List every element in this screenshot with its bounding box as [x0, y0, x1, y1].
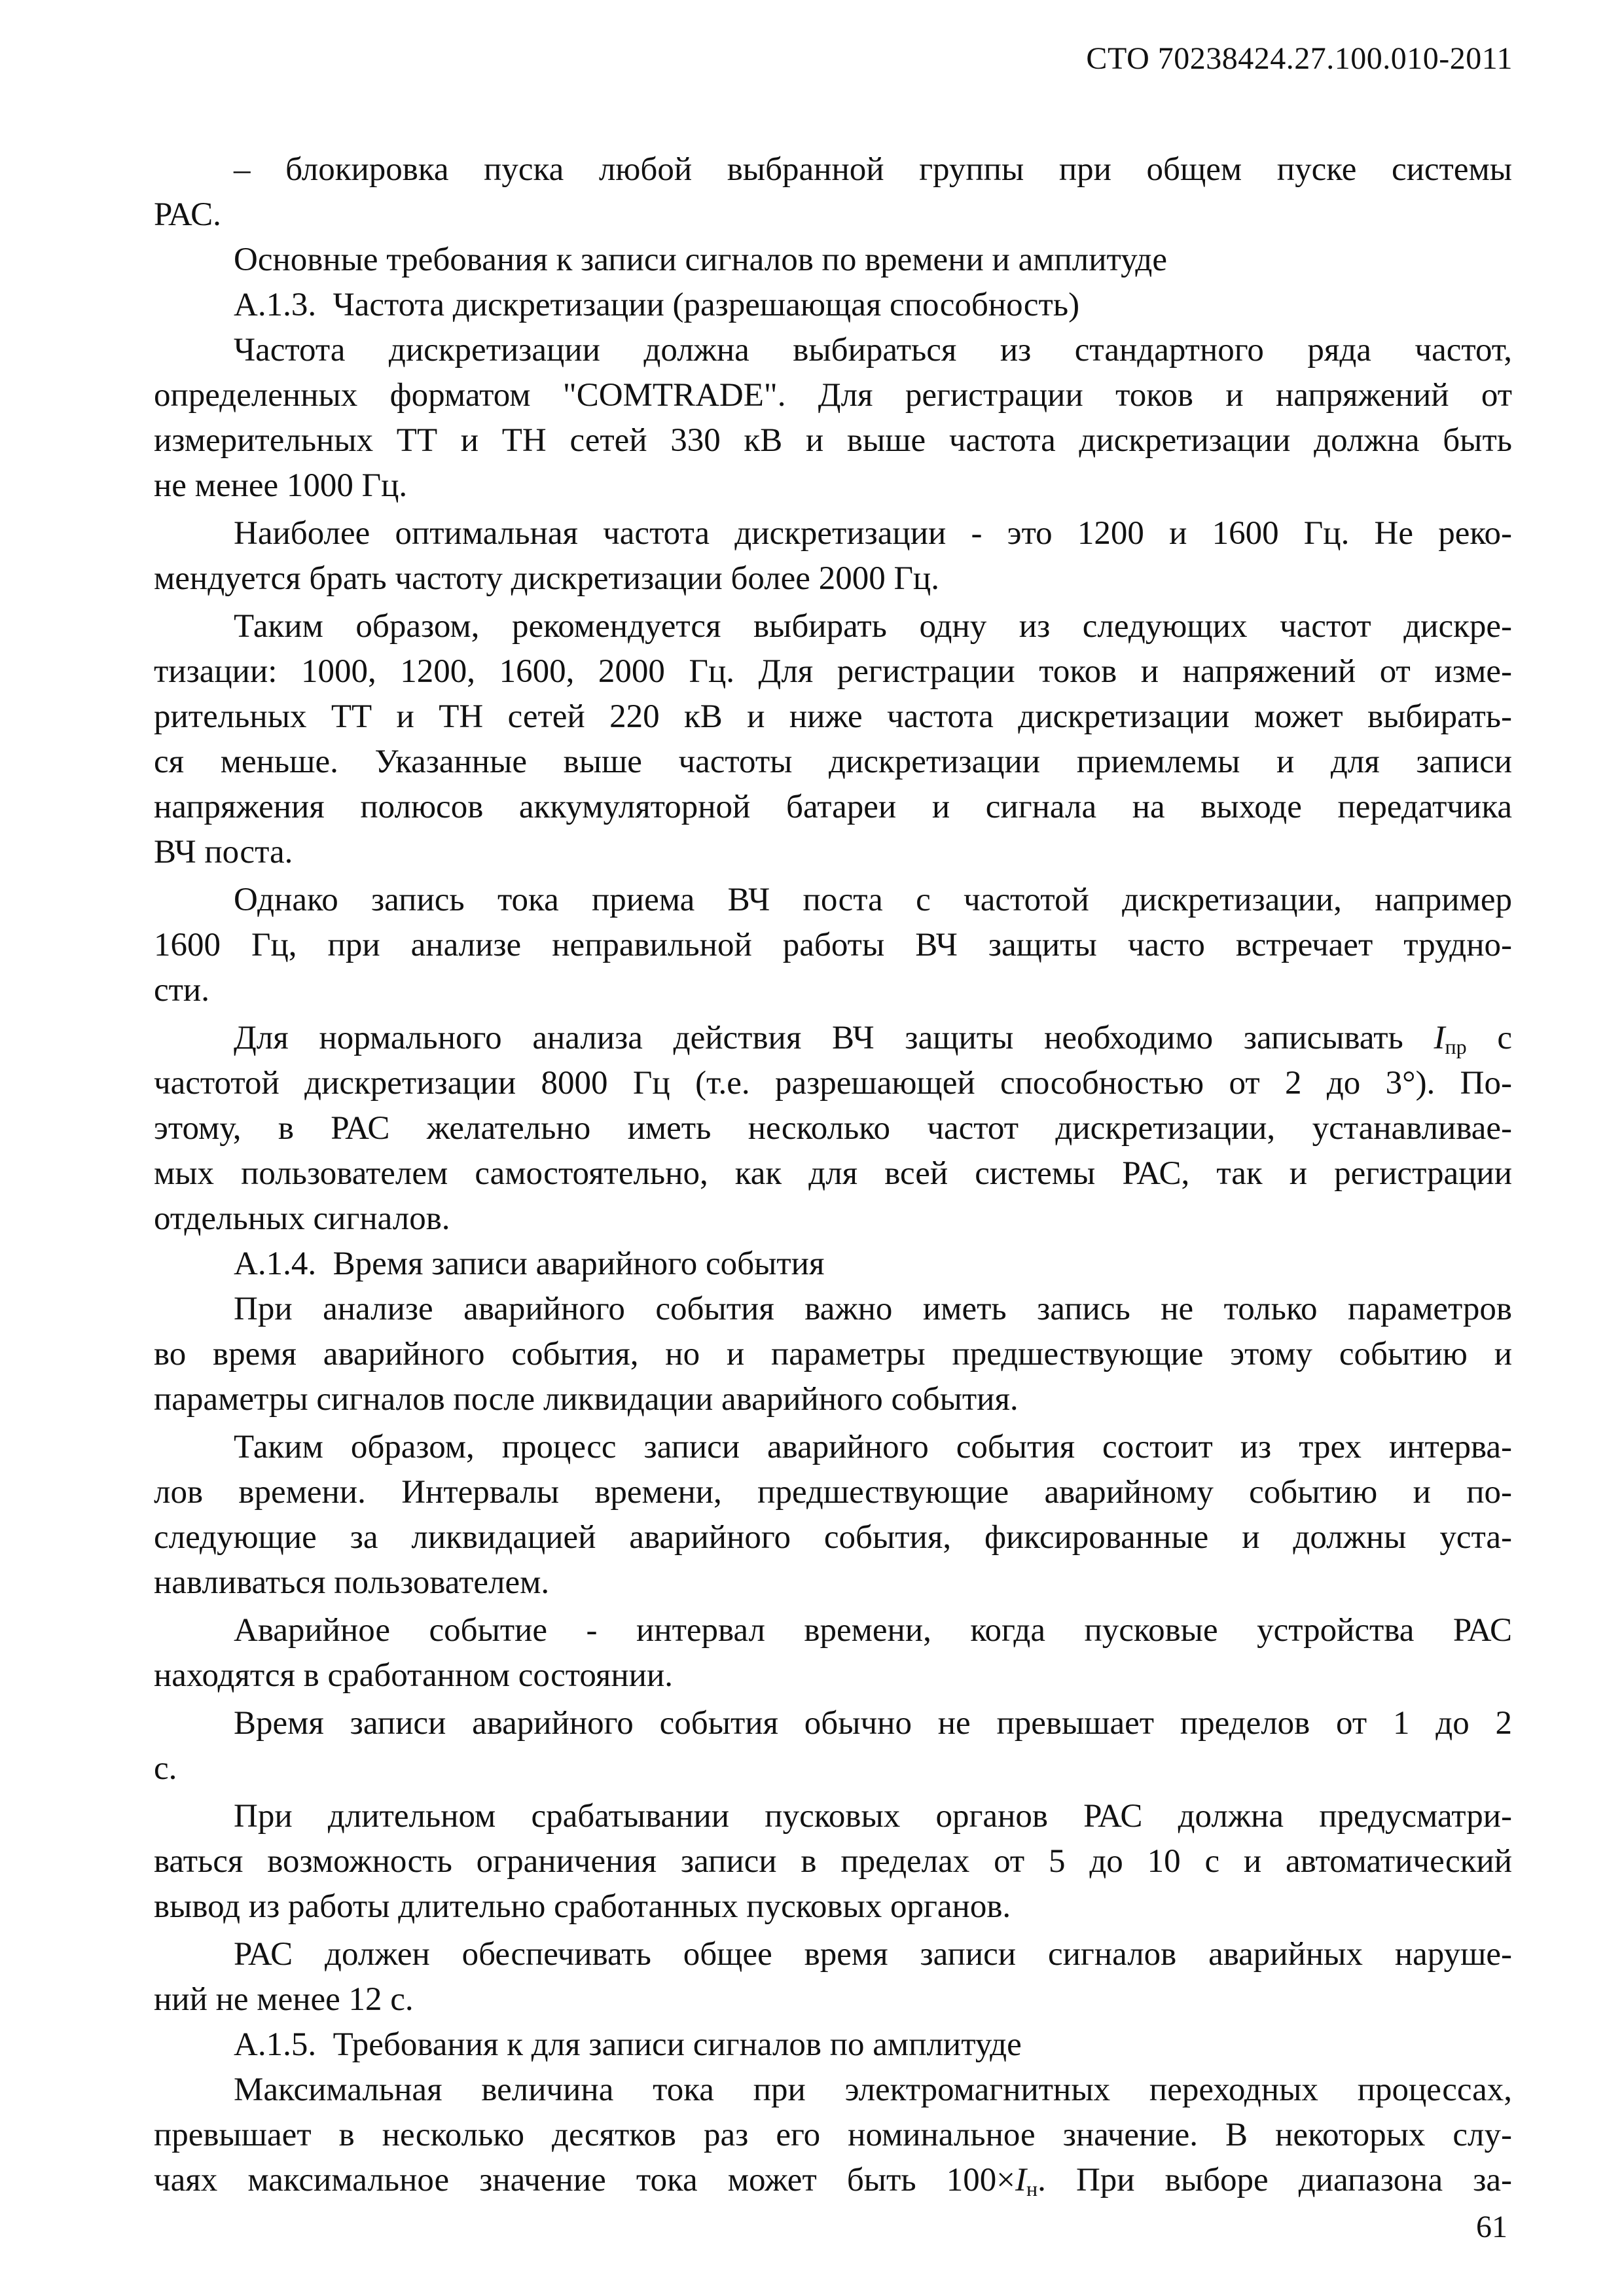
current-symbol — [1434, 1020, 1467, 1056]
paragraph-line: навливаться пользователем. — [154, 1564, 550, 1601]
paragraph-line: параметры сигналов после ликвидации аварийного события. — [154, 1381, 1019, 1418]
paragraph-line: не менее 1000 Гц. — [154, 467, 408, 504]
paragraph-line: напряжения полюсов аккумуляторной батареи и сигнала на выходе передатчика — [154, 789, 1512, 825]
page-body — [154, 147, 1512, 2203]
rated-current-symbol-letter: I — [1015, 2162, 1026, 2198]
paragraph-line: 1600 Гц, при анализе неправильной работы ВЧ защиты часто встречает трудно- — [154, 927, 1512, 963]
subsection-heading: А.1.5. Требования к для записи сигналов по амплитуде — [234, 2026, 1022, 2063]
paragraph-line: частотой дискретизации 8000 Гц (т.е. разрешающей способностью от 2 до 3°). По- — [154, 1065, 1512, 1102]
paragraph-line: следующие за ликвидацией аварийного события, фиксированные и должны уста- — [154, 1519, 1512, 1556]
paragraph-line: рительных ТТ и ТН сетей 220 кВ и ниже частота дискретизации может выбирать- — [154, 698, 1512, 735]
paragraph-line: измерительных ТТ и ТН сетей 330 кВ и выше частота дискретизации должна быть — [154, 422, 1512, 459]
paragraph-line: Наиболее оптимальная частота дискретизации - это 1200 и 1600 Гц. Не реко- — [234, 515, 1512, 552]
paragraph-line: ний не менее 12 с. — [154, 1981, 414, 2018]
rated-current-symbol — [1015, 2162, 1038, 2198]
paragraph-line: Однако запись тока приема ВЧ поста с частотой дискретизации, например — [234, 882, 1512, 918]
paragraph-line: Аварийное событие - интервал времени, когда пусковые устройства РАС — [234, 1612, 1512, 1649]
list-item: – блокировка пуска любой выбранной группы при общем пуске системы — [234, 151, 1512, 188]
paragraph-line: отдельных сигналов. — [154, 1200, 450, 1237]
line-text: . При выборе диапазона за- — [1038, 2162, 1513, 2198]
subsection-heading: А.1.4. Время записи аварийного события — [234, 1246, 825, 1282]
paragraph-line: При анализе аварийного события важно иметь запись не только параметров — [234, 1291, 1512, 1327]
paragraph-line: тизации: 1000, 1200, 1600, 2000 Гц. Для регистрации токов и напряжений от изме- — [154, 653, 1512, 690]
current-symbol-letter: I — [1434, 1020, 1445, 1056]
paragraph-line: При длительном срабатывании пусковых органов РАС должна предусматри- — [234, 1798, 1512, 1835]
page-number: 61 — [1476, 2210, 1507, 2244]
section-heading: Основные требования к записи сигналов по времени и амплитуде — [234, 242, 1168, 278]
paragraph-line: ся меньше. Указанные выше частоты дискретизации приемлемы и для записи — [154, 744, 1512, 780]
paragraph-line: ваться возможность ограничения записи в пределах от 5 до 10 с и автоматический — [154, 1843, 1512, 1880]
paragraph-line: Таким образом, процесс записи аварийного события состоит из трех интерва- — [234, 1429, 1512, 1465]
subsection-heading: А.1.3. Частота дискретизации (разрешающая способность) — [234, 287, 1080, 323]
paragraph-line: Максимальная величина тока при электромагнитных переходных процессах, — [234, 2072, 1512, 2108]
paragraph-line: во время аварийного события, но и параметры предшествующие этому событию и — [154, 1336, 1512, 1372]
paragraph-line: находятся в сработанном состоянии. — [154, 1657, 674, 1694]
rated-current-symbol-subscript: н — [1026, 2177, 1038, 2200]
paragraph-line: определенных форматом "COMTRADE". Для регистрации токов и напряжений от — [154, 377, 1512, 414]
paragraph-line: Время записи аварийного события обычно не превышает пределов от 1 до 2 — [234, 1705, 1512, 1742]
paragraph-line: вывод из работы длительно сработанных пусковых органов. — [154, 1888, 1011, 1925]
paragraph-line: ВЧ поста. — [154, 834, 293, 870]
line-text: Для нормального анализа действия ВЧ защиты необходимо записывать — [234, 1020, 1403, 1056]
paragraph-line: сти. — [154, 972, 209, 1009]
paragraph-line — [154, 2158, 1512, 2203]
current-symbol-subscript: пр — [1445, 1035, 1467, 1058]
paragraph-line: РАС. — [154, 196, 221, 233]
paragraph-line: РАС должен обеспечивать общее время записи сигналов аварийных наруше- — [234, 1936, 1512, 1973]
document-code-header: СТО 70238424.27.100.010-2011 — [1086, 41, 1513, 76]
paragraph-line: с. — [154, 1750, 177, 1787]
paragraph-line: этому, в РАС желательно иметь несколько частот дискретизации, устанавливае- — [154, 1110, 1512, 1147]
paragraph-line: Таким образом, рекомендуется выбирать одну из следующих частот дискре- — [234, 608, 1512, 645]
line-text: с — [1497, 1020, 1513, 1056]
paragraph-line: мендуется брать частоту дискретизации более 2000 Гц. — [154, 560, 939, 597]
paragraph-line: Частота дискретизации должна выбираться из стандартного ряда частот, — [234, 332, 1512, 368]
paragraph-line: лов времени. Интервалы времени, предшествующие аварийному событию и по- — [154, 1474, 1512, 1511]
paragraph-line: мых пользователем самостоятельно, как для всей системы РАС, так и регистрации — [154, 1155, 1512, 1192]
paragraph-line: превышает в несколько десятков раз его номинальное значение. В некоторых слу- — [154, 2117, 1512, 2153]
line-text: чаях максимальное значение тока может быть 100× — [154, 2162, 1015, 2198]
paragraph-line — [154, 1016, 1512, 1061]
